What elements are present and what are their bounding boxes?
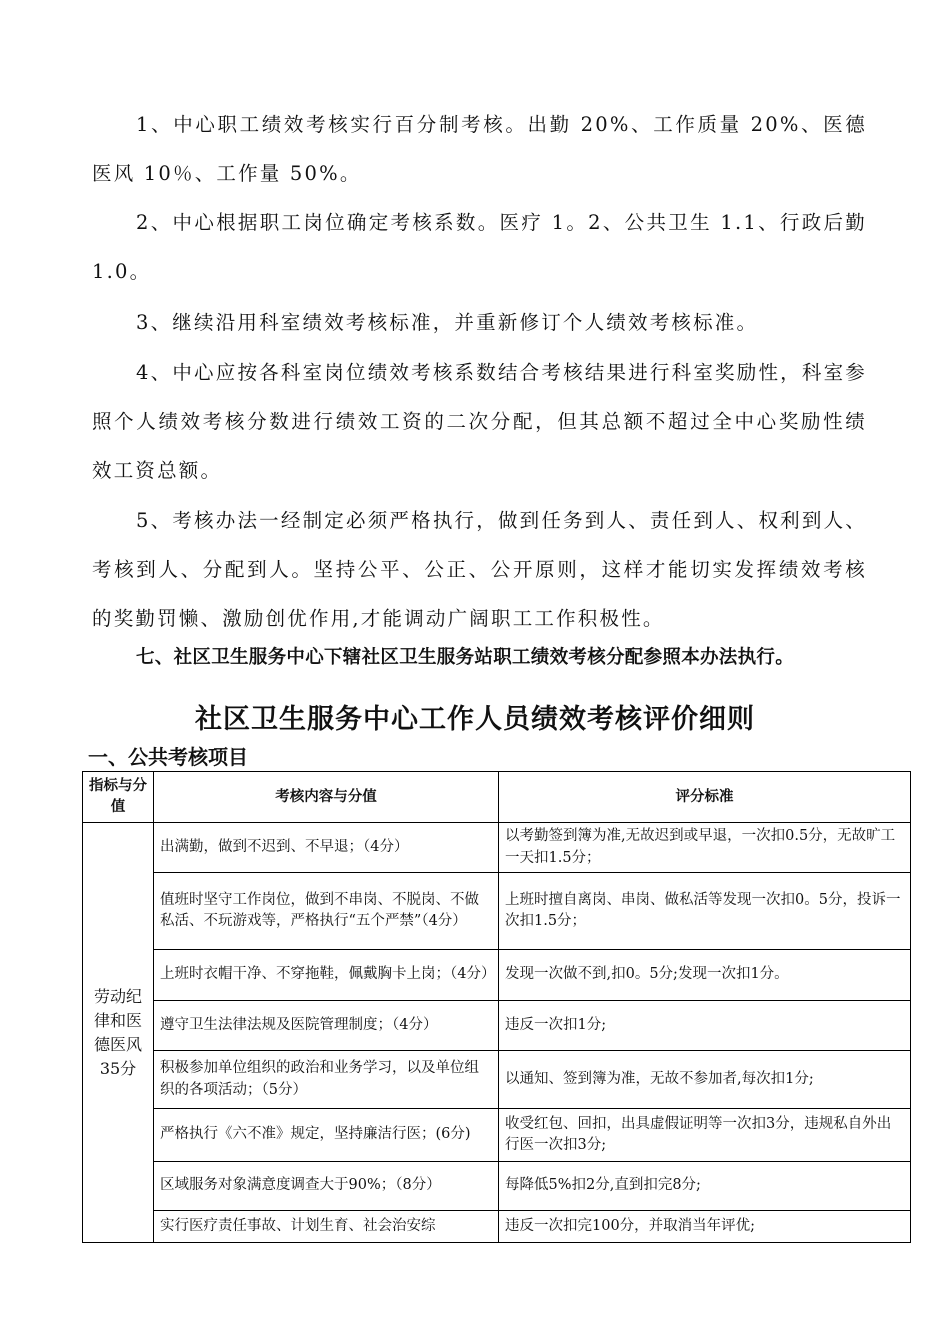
section-subtitle: 一、公共考核项目 bbox=[88, 745, 248, 769]
standard-cell: 上班时擅自离岗、串岗、做私活等发现一次扣0。5分，投诉一次扣1.5分； bbox=[499, 873, 911, 950]
table-row bbox=[83, 1109, 911, 1162]
standard-cell: 违反一次扣1分; bbox=[499, 1001, 911, 1051]
content-cell: 严格执行《六不准》规定，坚持廉洁行医；(6分) bbox=[154, 1109, 499, 1162]
content-cell: 积极参加单位组织的政治和业务学习，以及单位组织的各项活动；（5分） bbox=[154, 1051, 499, 1109]
paragraph-3: 3、继续沿用科室绩效考核标准，并重新修订个人绩效考核标准。 bbox=[136, 311, 759, 334]
content-cell: 上班时衣帽干净、不穿拖鞋，佩戴胸卡上岗；（4分） bbox=[154, 950, 499, 1001]
paragraph-5: 5、考核办法一经制定必须严格执行，做到任务到人、责任到人、权利到人、考核到人、分配到人。坚持公平、公正、公开原则，这样才能切实发挥绩效考核的奖勤罚懒、激励创优作用,才能调动广阔职工工作积极性。 bbox=[92, 509, 867, 630]
header-standard: 评分标准 bbox=[499, 772, 911, 823]
table-row bbox=[83, 873, 911, 950]
header-content: 考核内容与分值 bbox=[154, 772, 499, 823]
document-title: 社区卫生服务中心工作人员绩效考核评价细则 bbox=[195, 704, 755, 735]
standard-cell: 收受红包、回扣，出具虚假证明等一次扣3分，违规私自外出行医一次扣3分; bbox=[499, 1109, 911, 1162]
assessment-table bbox=[82, 771, 911, 1243]
table-row bbox=[83, 823, 911, 873]
table-row bbox=[83, 1162, 911, 1211]
content-cell: 区域服务对象满意度调查大于90%；（8分） bbox=[154, 1162, 499, 1211]
standard-cell: 以考勤签到簿为准,无故迟到或早退，一次扣0.5分，无故旷工一天扣1.5分； bbox=[499, 823, 911, 873]
standard-cell: 发现一次做不到,扣0。5分;发现一次扣1分。 bbox=[499, 950, 911, 1001]
table-row bbox=[83, 1051, 911, 1109]
paragraph-2: 2、中心根据职工岗位确定考核系数。医疗 1。2、公共卫生 1.1、行政后勤 1.0。 bbox=[92, 211, 867, 283]
content-cell: 遵守卫生法律法规及医院管理制度；（4分） bbox=[154, 1001, 499, 1051]
content-cell: 实行医疗责任事故、计划生育、社会治安综 bbox=[154, 1211, 499, 1243]
header-indicator: 指标与分值 bbox=[83, 772, 154, 823]
table-row bbox=[83, 950, 911, 1001]
content-cell: 出满勤，做到不迟到、不早退；（4分） bbox=[154, 823, 499, 873]
table-row bbox=[83, 1001, 911, 1051]
table-header-row bbox=[83, 772, 911, 823]
paragraph-4: 4、中心应按各科室岗位绩效考核系数结合考核结果进行科室奖励性，科室参照个人绩效考核分数进行绩效工资的二次分配，但其总额不超过全中心奖励性绩效工资总额。 bbox=[92, 361, 867, 482]
table-row bbox=[83, 1211, 911, 1243]
standard-cell: 每降低5%扣2分,直到扣完8分; bbox=[499, 1162, 911, 1211]
paragraph-1: 1、中心职工绩效考核实行百分制考核。出勤 20%、工作质量 20%、医德医风 10％、工作量 50%。 bbox=[92, 113, 867, 185]
category-cell: 劳动纪律和医德医风 35分 bbox=[83, 823, 154, 1243]
section-7-heading: 七、社区卫生服务中心下辖社区卫生服务站职工绩效考核分配参照本办法执行。 bbox=[136, 647, 795, 668]
standard-cell: 违反一次扣完100分，并取消当年评优; bbox=[499, 1211, 911, 1243]
content-cell: 值班时坚守工作岗位，做到不串岗、不脱岗、不做私活、不玩游戏等，严格执行“五个严禁”（4分） bbox=[154, 873, 499, 950]
standard-cell: 以通知、签到簿为准，无故不参加者,每次扣1分; bbox=[499, 1051, 911, 1109]
